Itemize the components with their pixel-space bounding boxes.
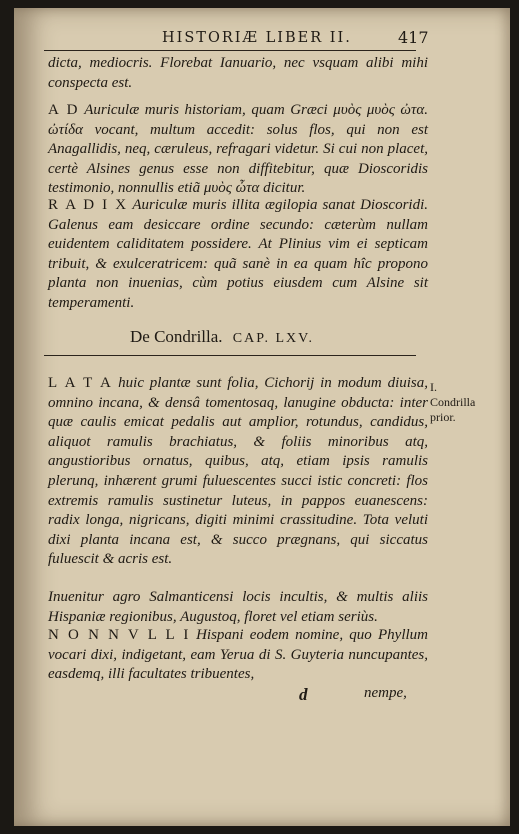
paragraph-text: huic plantæ sunt folia, Cichorij in modum diuisa, omnino incana, & densâ tomentosaq, lanugine obducta: inter quæ caulis emicat pedalis aut amplior, rotundus, candidus, aliquot ramulis brachiatus, & foliis minoribus atq, angustioribus ornatus, quibus, atq, etiam ipsis ramulis plerunq, inhærent grumi fuluescentes succi istic concreti: flos extremis ramulis sustinetur luteus, in pappos euanescens: radix longa, nigricans, digiti minimi crassitudine. Tota veluti dixi planta incana est, & succo prægnans, qui siccatus fuluescit & acris est. <box>48 375 428 568</box>
paragraph-lead: N O N N V L L I <box>48 627 190 643</box>
paragraph-text: Inuenitur agro Salmanticensi locis incultis, & multis aliis Hispaniæ regionibus, Augustoq, floret vel etiam seriùs. <box>48 589 428 625</box>
running-head: HISTORIÆ LIBER II. <box>162 30 352 46</box>
paragraph-continuation <box>48 54 428 93</box>
paragraph-lata <box>48 374 428 570</box>
book-page <box>14 8 510 826</box>
chapter-rule <box>44 355 416 356</box>
chapter-heading <box>130 327 314 347</box>
margin-label-2: prior. <box>430 410 456 424</box>
header-rule <box>44 50 416 51</box>
chapter-number: CAP. LXV. <box>232 331 314 346</box>
margin-note <box>430 380 475 425</box>
catchword: nempe, <box>364 685 407 701</box>
signature-mark: d <box>299 685 308 704</box>
paragraph-text: dicta, mediocris. Florebat Ianuario, nec vsquam alibi mihi conspecta est. <box>48 55 428 91</box>
paragraph-lead: A D <box>48 102 79 118</box>
paragraph-auricula <box>48 101 428 199</box>
chapter-title: De Condrilla. <box>130 327 223 346</box>
paragraph-lead: R A D I X <box>48 197 128 213</box>
paragraph-text: Auriculæ muris historiam, quam Græci μυὸς μυὸς ὠτα. ὠτίδα vocant, multum accedit: solus flos, qui non est Anagallidis, neq, cæruleus, refragari videtur. Si cui non placet, certè Alsines genus esse non diffitebitur, quæ Dioscoridis testimonio, nonnullis etiã μυὸς ὦτα dicitur. <box>48 102 428 197</box>
paragraph-lead: L A T A <box>48 375 113 391</box>
paragraph-text: Auriculæ muris illita ægilopia sanat Dioscoridi. Galenus eam desiccare ordine secundo: cæterùm nullam euidentem caliditatem possidere. At Plinius vim ei septicam tribuit, & exulceratricem: quã sanè in ea quam hîc propono planta non inuenias, cùm potius eiusdem cum Alsine sit temperamenti. <box>48 197 429 311</box>
margin-number: I. <box>430 380 437 394</box>
paragraph-nonnulli <box>48 626 428 685</box>
paragraph-text: Hispani eodem nomine, quo Phyllum vocari dixi, indigetant, eam Yerua di S. Guyteria nuncupantes, easdemq, illi facultates tribuentes, <box>48 627 428 683</box>
margin-label: Condrilla <box>430 395 476 409</box>
page-number: 417 <box>398 28 429 47</box>
paragraph-radix <box>48 196 428 314</box>
paragraph-inuenitur <box>48 588 428 627</box>
